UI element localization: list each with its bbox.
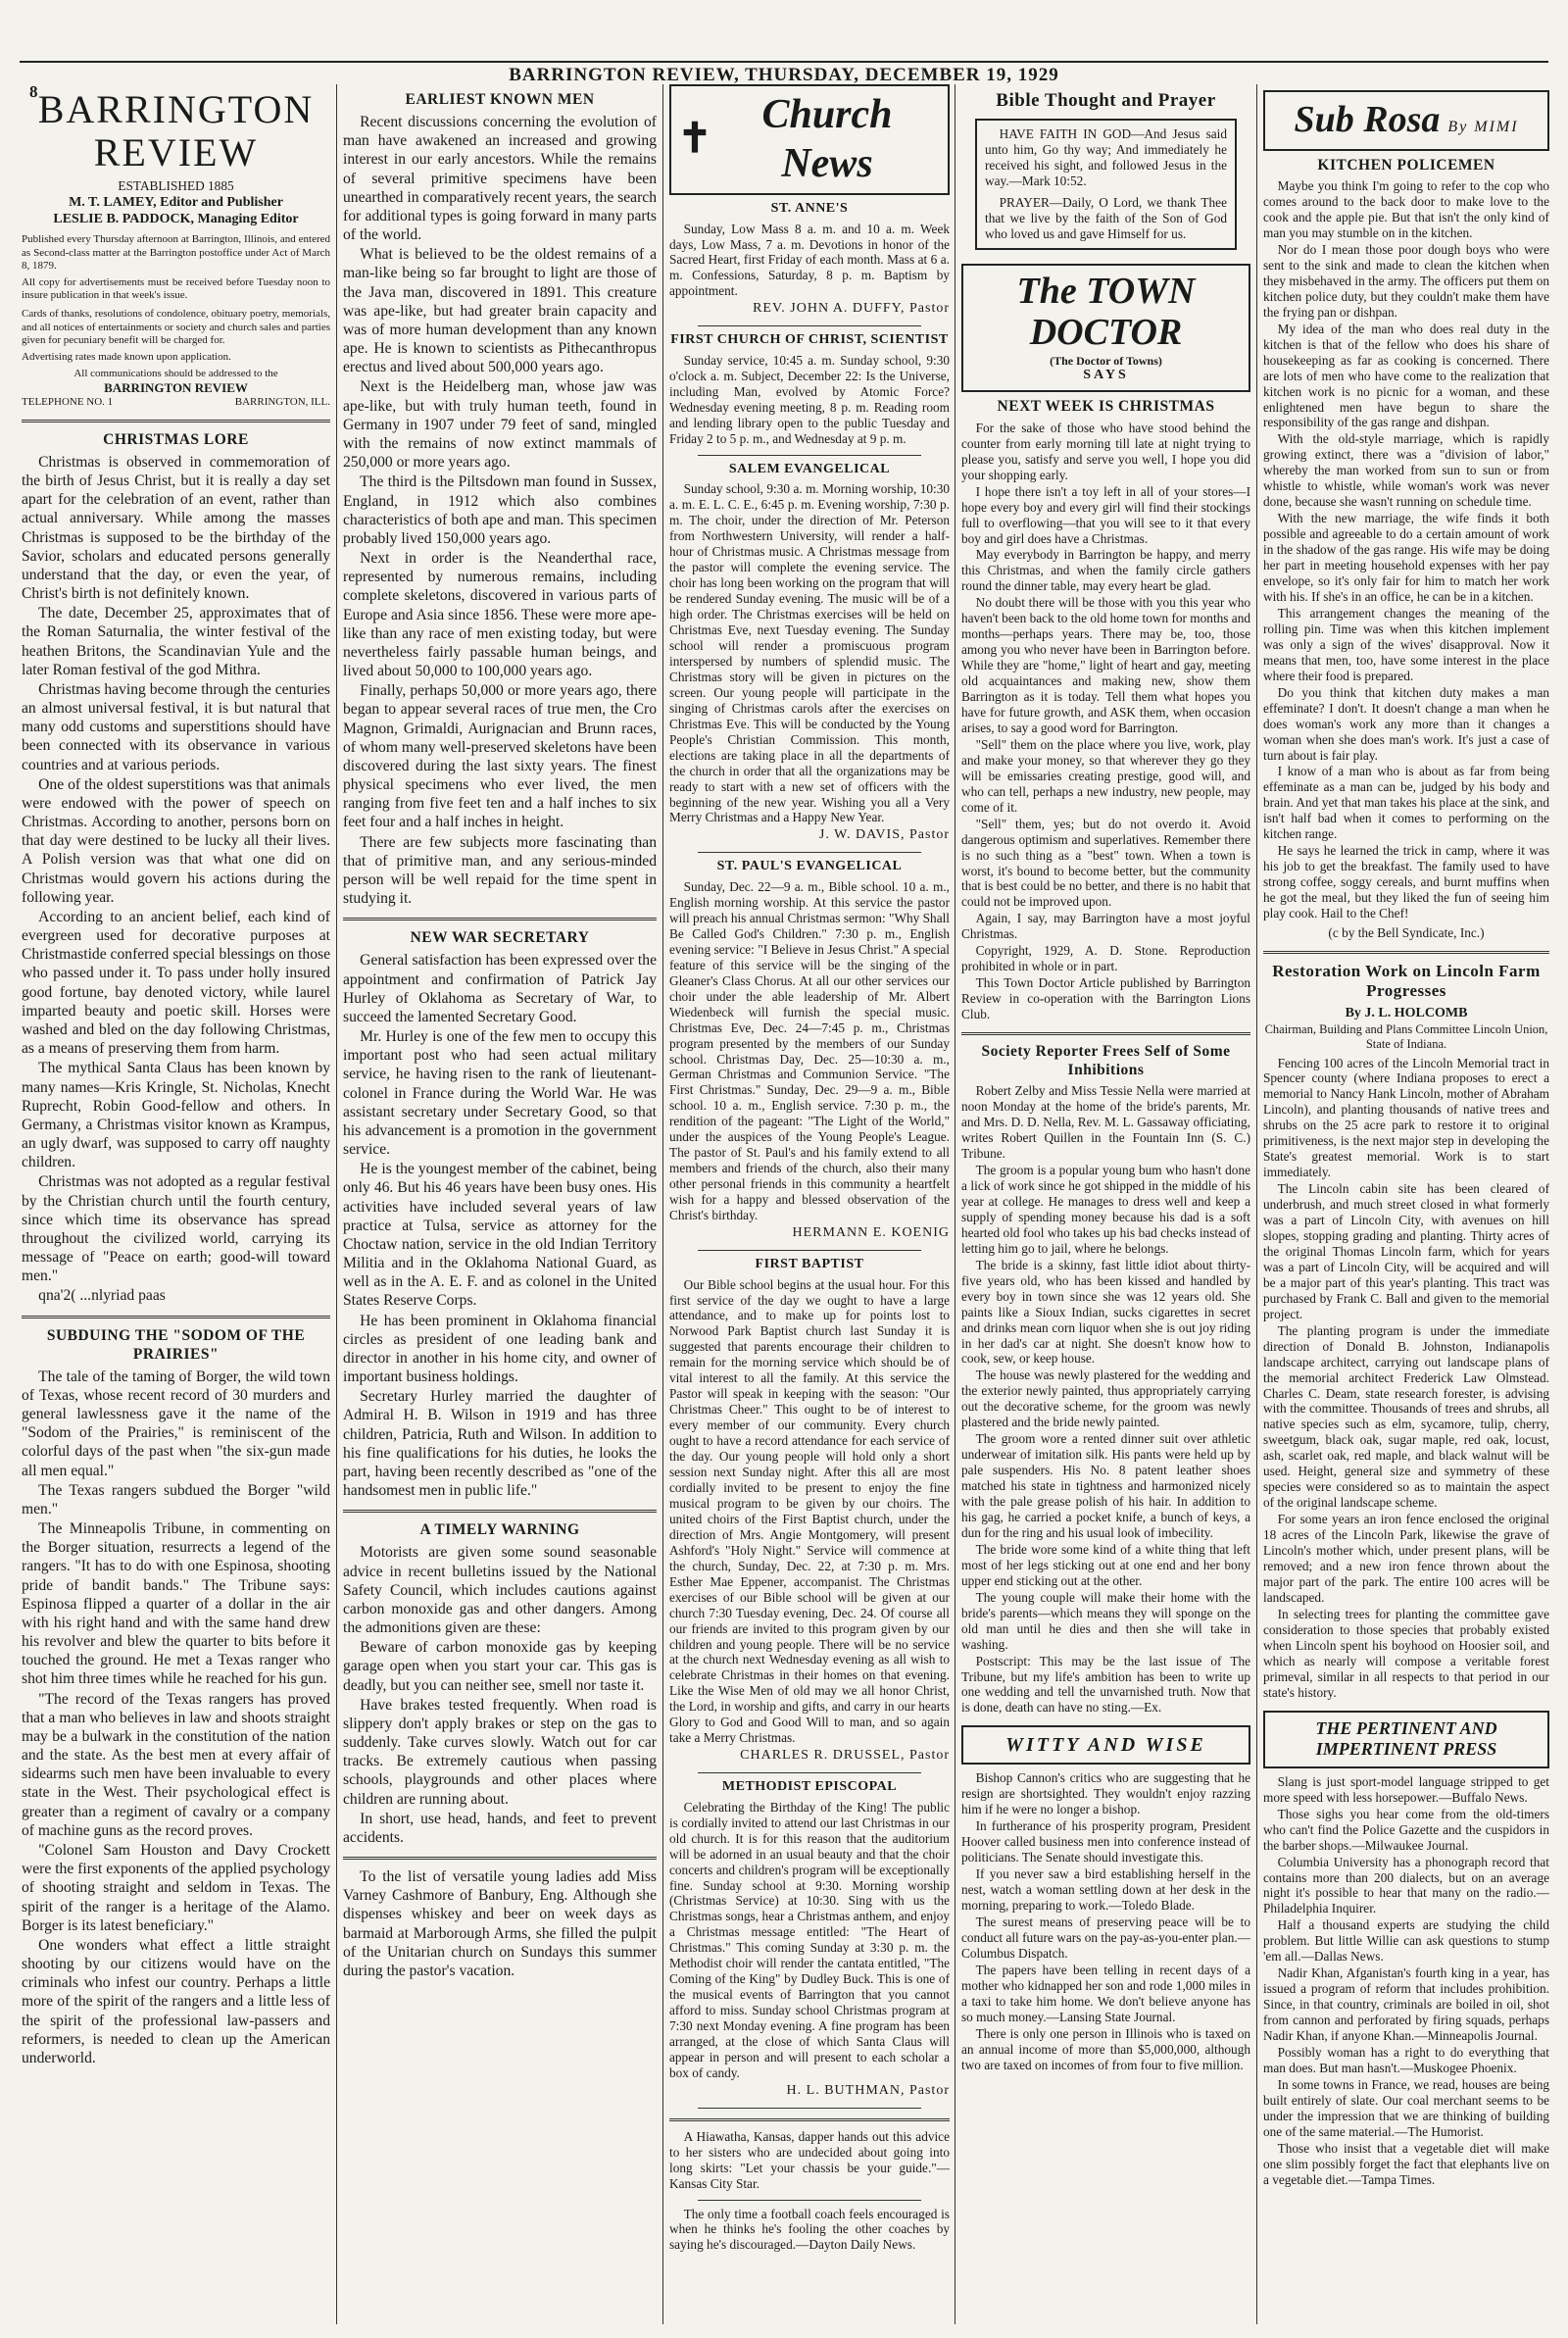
divider: [698, 1772, 922, 1773]
town-doctor-box: [961, 264, 1250, 392]
masthead-rates-note: Advertising rates made known upon application.: [22, 350, 231, 363]
church-section-text: Sunday service, 10:45 a. m. Sunday school, 9:30 o'clock a. m. Subject, December 22: Is the Universe, including Man, evolved by Atomic Force? Wednesday evening meeting, 8 p. m. Reading room and lending library open to the public Tuesday and Friday 2 to 5 p. m., and Wednesday at 9 p. m.: [669, 352, 950, 446]
masthead-comm-name: BARRINGTON REVIEW: [104, 380, 248, 396]
paragraph: For the sake of those who have stood behind the counter from early morning till late at night trying to please you, satisfy and serve you well, I hope you did your shopping early.: [961, 420, 1250, 482]
divider: [698, 325, 922, 326]
paragraph: Those sighs you hear come from the old-timers who can't find the Police Gazette and the cuspidors in the barber shops.—Milwaukee Journal.: [1263, 1806, 1549, 1853]
masthead-copy-note: All copy for advertisements must be received before Tuesday noon to insure publication in that week's issue.: [22, 275, 330, 302]
town-doctor-headline: NEXT WEEK IS CHRISTMAS: [997, 398, 1215, 416]
sodom-title: SUBDUING THE "SODOM OF THE PRAIRIES": [46, 1326, 306, 1363]
paragraph: The Texas rangers subdued the Borger "wild men.": [22, 1481, 330, 1517]
divider: [343, 918, 657, 920]
war-secretary-body: [343, 951, 657, 1500]
paragraph: I know of a man who is about as far from being effeminate as a man can be, judged by his body and brain. And yet that man takes his place at the sink, and isn't half bad when it comes to performing on the kitchen range.: [1263, 764, 1549, 842]
paragraph: Do you think that kitchen duty makes a man effeminate? I don't. It doesn't change a man when he does woman's work any more than it changes a woman when she does man's work. It's just a case of turn about is fair play.: [1263, 684, 1549, 763]
society-title: Society Reporter Frees Self of Some Inhibitions: [981, 1043, 1231, 1078]
paragraph: Fencing 100 acres of the Lincoln Memorial tract in Spencer county (where Indiana proposes to erect a memorial to Nancy Hank Lincoln, mother of Abraham Lincoln), and planting thousands of native trees and shrubs on the 25 acre park to restore it to original primitiveness, is the next major step in developing the State's greatest memorial. Work is to start immediately.: [1263, 1055, 1549, 1180]
witty-box: [961, 1725, 1250, 1765]
sub-rosa-title: Sub Rosa: [1294, 99, 1441, 140]
witty-body: [961, 1770, 1250, 2072]
paragraph: The papers have been telling in recent days of a mother who kidnapped her son and rode 1,000 miles in a taxi to take him home. We don't believe anyone has so much money.—Lansing State Journal.: [961, 1962, 1250, 2024]
christmas-lore-body: [22, 453, 330, 1306]
sub-rosa-box: [1263, 90, 1549, 151]
paragraph: He says he learned the trick in camp, where it was his job to get the breakfast. The family used to have strong coffee, soggy cereals, and burnt muffins when he got the meal, but they liked the fun of seeing him play cook. Hail to the Chef!: [1263, 843, 1549, 921]
masthead-title: BARRINGTON REVIEW: [37, 87, 315, 174]
sub-rosa-body: [1263, 178, 1549, 921]
paragraph: The tale of the taming of Borger, the wild town of Texas, whose recent record of 30 murders and general lawlessness gave it the name of the "Sodom of the Prairies," is reminiscent of the colorful days of the past when "the six-gun made all men equal.": [22, 1368, 330, 1479]
paragraph: Beware of carbon monoxide gas by keeping garage open when you start your car. This gas is deadly, but you can neither see, smell nor taste it.: [343, 1639, 657, 1694]
town-doctor-says: SAYS: [1083, 368, 1129, 383]
church-section-title: ST. ANNE'S: [770, 200, 849, 216]
paragraph: Possibly woman has a right to do everything that man does. But man hasn't.—Muskogee Phoenix.: [1263, 2044, 1549, 2075]
masthead-managing-editor: LESLIE B. PADDOCK, Managing Editor: [53, 212, 299, 227]
column-rule: [662, 84, 663, 2324]
paragraph: Motorists are given some sound seasonable advice in recent bulletins issued by the National Safety Council, which includes cautions against carbon monoxide gas and other dangers. Among the admonitions given are these:: [343, 1544, 657, 1637]
column-5: [1263, 84, 1549, 2324]
sub-rosa-syndicate: (c by the Bell Syndicate, Inc.): [1328, 924, 1485, 940]
bible-prayer: PRAYER—Daily, O Lord, we thank Thee that we live by the faith of the Son of God who loved us and gave Himself for us.: [985, 194, 1227, 241]
paragraph: My idea of the man who does real duty in the kitchen is that of the fellow who does his share of housekeeping as far as cooking is concerned. There are lots of men who have come to the realization that kitchen work is no picnic for a woman, and these enlightened men have begun to share the responsibility of the gas range and dishpan.: [1263, 321, 1549, 430]
column-rule: [336, 84, 337, 2324]
paragraph: In short, use head, hands, and feet to prevent accidents.: [343, 1810, 657, 1846]
paragraph: There is only one person in Illinois who is taxed on an annual income of more than $5,000,000, although two are taxed on incomes of from four to five million.: [961, 2025, 1250, 2072]
paragraph: Finally, perhaps 50,000 or more years ago, there began to appear several races of true men, the Cro Magnon, Grimaldi, Aurignacian and Brunn races, of whom many well-preserved skeletons have been discovered during the last sixty years. The finest physical specimens who ever lived, the men ranging from five feet ten and a half inches to six feet four and a half inches in height.: [343, 682, 657, 831]
divider: [698, 1250, 922, 1251]
church-section-title: SALEM EVANGELICAL: [728, 461, 891, 476]
paragraph: One wonders what effect a little straight shooting by our citizens would have on the criminals who infest our country. Perhaps a little more of the spirit of the rangers and a little less of the spirit of the professional law-passers and reformers, is needed to clean up the American underworld.: [22, 1936, 330, 2066]
column-4: [961, 84, 1250, 2324]
lincoln-title: Restoration Work on Lincoln Farm Progresses: [1272, 961, 1541, 1001]
town-doctor-copyright: Copyright, 1929, A. D. Stone. Reproduction prohibited in whole or in part.: [961, 943, 1250, 974]
paragraph: There are few subjects more fascinating than that of primitive man, and any serious-minded person will be well repaid for the time spent in studying it.: [343, 833, 657, 908]
divider: [22, 420, 330, 423]
church-section-signature: HERMANN E. KOENIG: [792, 1224, 950, 1240]
masthead-comm-note: All communications should be addressed to the: [74, 368, 278, 380]
paragraph: If you never saw a bird establishing herself in the nest, watch a woman settling down at her desk in the morning, preparing to work.—Toledo Blade.: [961, 1866, 1250, 1913]
paragraph: In furtherance of his prosperity program, President Hoover called business men into conference instead of politicians. The Senate should investigate this.: [961, 1818, 1250, 1865]
paragraph: General satisfaction has been expressed over the appointment and confirmation of Patrick Jay Hurley of Oklahoma as Secretary of War, to succeed the lamented Secretary Good.: [343, 952, 657, 1025]
bible-verse: HAVE FAITH IN GOD—And Jesus said unto him, Go thy way; And immediately he received his sight, and followed Jesus in the way.—Mark 10:52.: [985, 125, 1227, 188]
paragraph: With the new marriage, the wife finds it both possible and agreeable to do a certain amount of work in the shadow of the gas range. His wife may be doing her part in meeting household expenses with her pay envelope, so it's only fair for him to match her work with his. If she's in an office, he can be in a kitchen.: [1263, 511, 1549, 604]
masthead-editor: M. T. LAMEY, Editor and Publisher: [69, 194, 283, 210]
lincoln-role: Chairman, Building and Plans Committee Lincoln Union, State of Indiana.: [1264, 1021, 1548, 1051]
column-2: [343, 84, 657, 2324]
church-section-text: Sunday school, 9:30 a. m. Morning worship, 10:30 a. m. E. L. C. E., 6:45 p. m. Evening worship, 7:30 p. m. The choir, under the direction of Mr. Peterson from Northwestern University, will render a half-hour of Christmas music. A Christmas message from the pastor will complete the evening service. The choir has long been working on the program that will be rendered Sunday evening. The music will be of a high order. The Christmas exercises will be held on Christmas Eve, next Tuesday evening. The Sunday school will render a promiscuous program interspersed by numbers of splendid music. The Christmas story will be given in pictures on the screen. Our young people will participate in the singing of Christmas carols after the exercises on Christmas Eve. This will be conducted by the Young People's Christian Commission. This month, elections are taking place in all the departments of the church in order that all the organizations may be ready to start with a new set of officers with the beginning of the new year. Wishing you all a Very Merry Christmas and a Happy New Year.: [669, 481, 950, 825]
masthead-city: BARRINGTON, ILL.: [234, 396, 330, 409]
paragraph: The date, December 25, approximates that of the Roman Saturnalia, the winter festival of the heathen Britons, the Scandinavian Yule and the later Roman festival of the god Mithra.: [22, 605, 330, 678]
paragraph: Nor do I mean those poor dough boys who were sent to the sink and made to clean the kitchen when they misbehaved in the army. The officers put them on kitchen police duty, but they couldn't make them have the frying pan or dishpan.: [1263, 242, 1549, 320]
church-news-header: [669, 84, 950, 195]
column-3: [669, 84, 950, 2324]
church-section-title: FIRST CHURCH OF CHRIST, SCIENTIST: [670, 332, 949, 348]
paragraph: Next in order is the Neanderthal race, represented by numerous remains, including complete skeletons, discovered in various parts of Europe and Asia since 1856. These were more ape-like than any race of men existing today, but were nevertheless fairly passable human beings, and lived about 50,000 to 100,000 years ago.: [343, 550, 657, 680]
paragraph: Christmas was not adopted as a regular festival by the Christian church until the fourth century, since which time its observance has spread throughout the civilized world, carrying its message of "Peace on earth; good-will toward men.": [22, 1173, 330, 1285]
paragraph: Secretary Hurley married the daughter of Admiral H. B. Wilson in 1919 and has three children, Patricia, Ruth and Wilson. In addition to his fine qualifications for his duties, he looks the part, having been recently described as "one of the handsomest men in public life.": [343, 1388, 657, 1500]
church-section-text: Our Bible school begins at the usual hour. For this first service of the day we ought to have a large attendance, and to make up for points lost to Norwood Park Baptist church last Sunday it is suggested that parents encourage their children to remain for the morning service which should be of vital interest to all the family. At this service the Pastor will speak in keeping with the season: "Our Christmas Cheer." This ought to be of interest to every member of our community. Every church ought to have a record attendance for each service of the day. Our young people will hold only a short session next Sunday night. After this all are most cordially invited to be present to enjoy the fine musical program to be given by our choirs. The united choirs of the First Baptist church, under the direction of Mrs. Angie Montgomery, will present Ashford's "Holy Night." Service will commence at the church, Sunday, Dec. 22, at 7:30 p. m. Mrs. Esther Mae Eppener, accompanist. The Christmas exercises of our Bible school will be given at our church 7:30 Tuesday evening, Dec. 24. Of course all our friends are invited to this program given by our children and young people. There will be no service at the church next Wednesday evening as all wish to celebrate Christmas in their homes on that evening. Like the Wise Men of old may we all honor Christ, the Lord, in worship and gifts, and carry in our hearts Glory to God and Good Will to man, and so again take a Merry Christmas.: [669, 1276, 950, 1746]
timely-warning-title: A TIMELY WARNING: [419, 1521, 580, 1539]
church-section-title: METHODIST EPISCOPAL: [721, 1778, 898, 1794]
divider: [698, 455, 922, 456]
versatile-item: To the list of versatile young ladies add Miss Varney Cashmore of Banbury, Eng. Although she dispenses whiskey and beer on week days as barmaid at Marborough Arms, she filled the pulpit of the Unitarian church on Sundays this summer during the pastor's vacation.: [343, 1868, 657, 1979]
paragraph: The third is the Piltsdown man found in Sussex, England, in 1912 which also combines characteristics of both ape and man. This specimen probably lived 150,000 years ago.: [343, 473, 657, 547]
divider: [698, 852, 922, 853]
church-section-text: Sunday, Low Mass 8 a. m. and 10 a. m. Week days, Low Mass, 7 a. m. Devotions in honor of the Sacred Heart, first Friday of each month. Mass at 6 a. m. Confessions, Saturday, 8 p. m. Baptism by appointment.: [669, 221, 950, 299]
church-section-title: FIRST BAPTIST: [755, 1256, 864, 1271]
masthead-phone: TELEPHONE NO. 1: [22, 396, 114, 409]
paragraph: No doubt there will be those with you this year who haven't been back to the old home town for months and months—perhaps years. There may be, too, those among you who never have been in Barrington before. While they are "home," light of heart and gay, meeting old acquaintances and making new, show them Barrington as it is today. Tell them what hopes you have for future growth, and ASK them, when occasion arises, to say a good word for Barrington.: [961, 595, 1250, 735]
church-section-signature: J. W. DAVIS, Pastor: [818, 827, 950, 843]
paragraph: In selecting trees for planting the committee gave consideration to those species that probably existed when Lincoln spent his boyhood on Hoosier soil, and which as nearly will compose a veritable forest primeval, similar in all respects to that period in our state's history.: [1263, 1606, 1549, 1700]
divider: [1263, 951, 1549, 954]
paragraph: The Minneapolis Tribune, in commenting on the Borger situation, resurrects a legend of the rangers. "It has to do with one Espinosa, shooting pride of bandit bands." The Tribune says: Espinosa flipped a quarter of a dollar in the air with his right hand and with the same hand drew his revolver and blew the quarter to bits before it touched the ground. He met a Texas ranger who shot him three times while he reached for his gun.: [22, 1520, 330, 1688]
witty-title: WITTY AND WISE: [1005, 1734, 1206, 1757]
column-1: [22, 84, 330, 2324]
paragraph: The bride wore some kind of a white thing that left most of her legs sticking out at one end and her bony upper end sticking out at the other.: [961, 1541, 1250, 1588]
sub-rosa-headline: KITCHEN POLICEMEN: [1317, 156, 1495, 174]
paragraph: Maybe you think I'm going to refer to the cop who comes around to the back door to make love to the cook and the apple pie. But that isn't the only kind of man you may stumble on in the kitchen.: [1263, 178, 1549, 241]
divider: [22, 1316, 330, 1318]
church-section-signature: H. L. BUTHMAN, Pastor: [786, 2082, 950, 2098]
earliest-men-title: EARLIEST KNOWN MEN: [405, 91, 595, 108]
lincoln-byline: By J. L. HOLCOMB: [1345, 1005, 1468, 1020]
bible-box: [975, 119, 1237, 251]
town-doctor-published: This Town Doctor Article published by Barrington Review in co-operation with the Barrington Lions Club.: [961, 975, 1250, 1022]
paragraph: With the old-style marriage, which is rapidly growing extinct, there was a "division of labor," whereby the man worked from sun to sun or from whistle to whistle, while woman's work was never done, because she wasn't running on schedule time.: [1263, 431, 1549, 510]
church-section-text: Celebrating the Birthday of the King! The public is cordially invited to attend our last Christmas in our old church. It is for this reason that the auditorium will be adorned in an usual beauty and that the choir concerts and children's program will be exceptionally fine. Sunday school at 9:30. Morning worship (Christmas Service) at 10:30. Sing with us the Christmas songs, hear a Christmas anthem, and enjoy a Christmas message entitled: "The Heart of Christmas." This coming Sunday at 3:30 p. m. the Methodist choir will render the cantata entitled, "The Coming of the King" by Dudley Buck. This is one of the musical events of Barrington that you cannot afford to miss. Sunday school Christmas program at 7:30 next Monday evening. A fine program has been arranged, at the close of which Santa Claus will appear in person and will present to each scholar a box of candy.: [669, 1799, 950, 2080]
column-rule: [1256, 84, 1257, 2324]
pertinent-title: THE PERTINENT AND IMPERTINENT PRESS: [1315, 1717, 1497, 1760]
paragraph: "Sell" them, yes; but do not overdo it. Avoid dangerous optimism and superlatives. Remember there is no such thing as a "best" town. When a town is worst, it's bound to become better, but the community that is best could be no better, and there is no habit that could not be improved upon.: [961, 816, 1250, 910]
paragraph: May everybody in Barrington be happy, and merry this Christmas, and when the family circle gathers round the dinner table, may every heart be glad.: [961, 547, 1250, 594]
page-number: 8: [29, 82, 38, 101]
paragraph: Bishop Cannon's critics who are suggesting that he resign are shortsighted. They wouldn't enjoy razzing him if he were no longer a bishop.: [961, 1770, 1250, 1817]
running-head: BARRINGTON REVIEW, THURSDAY, DECEMBER 19, 1929: [509, 65, 1059, 85]
divider: [343, 1510, 657, 1513]
divider: [698, 2108, 922, 2109]
paragraph: Christmas having become through the centuries an almost universal festival, it is but natural that many odd customs and superstitions should have been connected with its observance in various countries and at various periods.: [22, 680, 330, 773]
paragraph: The bride is a skinny, fast little idiot about thirty-five years old, who has been kissed and handled by every boy in town since she was 12 years old. She paints like a Sioux Indian, sucks cigarettes in secret and drinks mean corn liquor when she is out joy riding in her dad's car at night. She doesn't know how to cook, sew, or keep house.: [961, 1257, 1250, 1367]
paragraph: "The record of the Texas rangers has proved that a man who believes in law and shoots straight may be a bulwark in the constitution of the nation and the state. As the best men at every affair of sidearms such men have been invaluable to every state in the West. Their psychological effect is greater than a regiment of cavalry or a company of machine guns as the record proves.: [22, 1690, 330, 1839]
column-rule: [955, 84, 956, 2324]
church-section-title: ST. PAUL'S EVANGELICAL: [716, 859, 903, 874]
church-sections: [669, 201, 950, 2109]
paragraph: For some years an iron fence enclosed the original 18 acres of the Lincoln Park, likewise the grave of Lincoln's mother which, under present plans, will be removed; and a new iron fence thrown about the major part of the park. The entire 100 acres will be landscaped.: [1263, 1512, 1549, 1605]
masthead-contact: [22, 396, 330, 410]
paragraph: The groom wore a rented dinner suit over athletic underwear of imitation silk. His pants were held up by pale suspenders. His No. 8 patent leather shoes matched his state in tightness and harmonized nicely with the pale grease polish of his hair. In addition to his gag, he carried a pocket knife, a bunch of keys, a dun for the ring and his usual look of imbecility.: [961, 1431, 1250, 1540]
paragraph: Next is the Heidelberg man, whose jaw was ape-like, but with truly human teeth, found in Germany in 1907 under 79 feet of sand, mingled with the remains of now extinct mammals of 250,000 or more years ago.: [343, 378, 657, 472]
cross-icon: ✝: [677, 117, 712, 163]
football-item: The only time a football coach feels encouraged is when he thinks he's fooling the other coaches by saying he's discouraged.—Dayton Daily News.: [669, 2206, 950, 2253]
paragraph: One of the oldest superstitions was that animals were endowed with the power of speech on Christmas. According to another, persons born on that day were destined to be lucky all their lives. A Polish version was that what one did on Christmas would govern his actions during the following year.: [22, 775, 330, 906]
paragraph: The Lincoln cabin site has been cleared of underbrush, and much street closed in what formerly was a part of Lincoln City, with avenues on hill slopes, stopping grading and planting. Thirty acres of the original Thomas Lincoln farm, which for years was a part of Lincoln City, will be acquired and will be a major part of this year's planting. This tract was purchased by Frank C. Ball and given to the memorial project.: [1263, 1181, 1549, 1321]
paragraph: "Colonel Sam Houston and Davy Crockett were the first exponents of the applied psychology of shooting straight and seldom in Texas. The spirit of the ranger is a heritage of the Alamo. Borger is its latest beneficiary.": [22, 1841, 330, 1934]
paragraph: Slang is just sport-model language stripped to get more speed with less horsepower.—Buffalo News.: [1263, 1773, 1549, 1805]
paragraph: The groom is a popular young bum who hasn't done a lick of work since he got shipped in the middle of his year at college. He manages to dress well and keep a supply of spending money because his dad is a soft hearted old fool who takes up his bad checks instead of letting him go to jail, where he belongs.: [961, 1163, 1250, 1256]
church-section-text: Sunday, Dec. 22—9 a. m., Bible school. 10 a. m., English morning worship. At this service the pastor will preach his annual Christmas sermon: "Why Shall Be Called God's Children." 7:30 p. m., English evening service: "I Believe in Jesus Christ." A special feature of this service will be the singing of the Gleaner's Class Chorus. At all our other services our choir under the able leadership of Mr. Albert Wiedenbeck will furnish the special music. Christmas Eve, Dec. 24—7:45 p. m., Christmas program presented by the members of our Sunday school. Christmas Day, Dec. 25—10:30 a. m., German Christmas and Communion Service. "The First Christmas." Sunday, Dec. 29—9 a. m., Bible school. 10 a. m., English service. 7:30 p. m., the rendition of the pageant: "The Light of the World," under the auspices of the Young People's League. The pastor of St. Paul's and his family extend to all members and friends of the church, also their many other personal friends in this community a heartfelt wish for a happy and blessed observation of the Christ's birthday.: [669, 879, 950, 1223]
hiawatha-item: A Hiawatha, Kansas, dapper hands out this advice to her sisters who are undecided about going into long skirts: "Let your chassis be your guide."—Kansas City Star.: [669, 2128, 950, 2191]
sodom-body: [22, 1368, 330, 2067]
masthead-pub-note: Published every Thursday afternoon at Barrington, Illinois, and entered as Second-class matter at the Barrington postoffice under Act of March 8, 1879.: [22, 233, 330, 272]
paragraph: According to an ancient belief, each kind of evergreen used for decorative purposes at Christmastide conferred special blessings on those who passed under it. To pass under holly insured good fortune, bay denoted victory, while laurel imparted beauty and poetic skill. Horses were washed and bled on the day following Christmas, as a means of preserving them from harm.: [22, 908, 330, 1058]
paragraph: What is believed to be the oldest remains of a man-like being so far brought to light are those of the Java man, discovered in 1891. This creature was ape-like, but had greater brain capacity and was of more human development than any known ape. He is known to scientists as Pithecanthropus erectus and lived about 500,000 years ago.: [343, 246, 657, 376]
earliest-men-body: [343, 113, 657, 908]
paragraph: qna'2( ...nlyriad paas: [38, 1287, 166, 1305]
paragraph: The mythical Santa Claus has been known by many names—Kris Kringle, St. Nicholas, Knecht Ruprecht, Robin Good-fellow and others. In Germany, a Christmas visitor known as Krampus, an ugly dwarf, was supposed to carry off naughty children.: [22, 1060, 330, 1171]
paragraph: Those who insist that a vegetable diet will make one slim possibly forget the fact that elephants live on a vegetable diet.—Tampa Times.: [1263, 2140, 1549, 2187]
paragraph: Columbia University has a phonograph record that contains more than 200 dialects, but on an average night it's possible to hear that many on the radio.—Philadelphia Inquirer.: [1263, 1854, 1549, 1916]
paragraph: The surest means of preserving peace will be to conduct all future wars on the pay-as-you-enter plan.—Columbus Dispatch.: [961, 1914, 1250, 1961]
paragraph: He is the youngest member of the cabinet, being only 46. But his 46 years have been busy ones. His activities have included several years of law practice at Tulsa, service as attorney for the Choctaw nation, service in the old Indian Territory Militia and in the Oklahoma National Guard, as well as in the A. E. F. and as colonel in the United States Reserve Corps.: [343, 1161, 657, 1310]
divider: [343, 1857, 657, 1860]
masthead-rule: [20, 61, 1548, 63]
town-doctor-title: The TOWN DOCTOR: [1016, 271, 1196, 354]
war-secretary-title: NEW WAR SECRETARY: [410, 929, 590, 947]
paragraph: Have brakes tested frequently. When road is slippery don't apply brakes or step on the gas to suddenly. Take curves slowly. Watch out for car tracks. Be extremely cautious when passing schools, playgrounds and other places where children are running about.: [343, 1696, 657, 1808]
sub-rosa-byline: By MIMI: [1447, 119, 1519, 135]
paragraph: Mr. Hurley is one of the few men to occupy this important post who had seen actual military service, he having risen to the rank of lieutenant-colonel in France during the World War. He was assistant secretary under Secretary Good, so that his advancement is a promotion in the government service.: [343, 1028, 657, 1159]
pertinent-body: [1263, 1774, 1549, 2188]
paragraph: "Sell" them on the place where you live, work, play and make your money, so that wherever they go they will be emissaries creating prestige, good will, and who can tell, perhaps a new industry, new people, may come of it.: [961, 736, 1250, 815]
divider: [669, 2118, 950, 2121]
society-body: [961, 1083, 1250, 1716]
paragraph: This arrangement changes the meaning of the rolling pin. Time was when this kitchen implement was only a sign of the wives' disapproval. Now it means that men, too, have some interest in the place where their food is prepared.: [1263, 605, 1549, 683]
paragraph: He has been prominent in Oklahoma financial circles as president of one leading bank and director in another in his home city, and owner of important business holdings.: [343, 1312, 657, 1386]
paragraph: Robert Zelby and Miss Tessie Nella were married at noon Monday at the home of the bride's parents, Mr. and Mrs. D. D. Nella, Rev. M. L. Gassaway officiating, writes Robert Quillen in the Fountain Inn (S. C.) Tribune.: [961, 1083, 1250, 1162]
masthead-established: ESTABLISHED 1885: [118, 178, 234, 193]
paragraph: Half a thousand experts are studying the child problem. But little Willie can ask questions to stump 'em all.—Dallas News.: [1263, 1917, 1549, 1965]
paragraph: The young couple will make their home with the bride's parents—which means they will sponge on the old man until he dies and then she will take in washing.: [961, 1589, 1250, 1652]
christmas-lore-title: CHRISTMAS LORE: [103, 430, 249, 448]
church-section-signature: CHARLES R. DRUSSEL, Pastor: [740, 1748, 950, 1764]
bible-title: Bible Thought and Prayer: [996, 90, 1216, 111]
paragraph: The planting program is under the immediate direction of Donald B. Johnston, Indianapolis landscape architect, carrying out landscape plans of the memorial architect Frederick Law Olmstead. Charles C. Deam, state research forester, is advising with the committee. Thousands of trees and shrubs, all native species such as elm, sycamore, tulip, cherry, sweetgum, black oak, sugar maple, red oak, locust, ash, scarlet oak, red maple, and black walnut will be used. Height, general size and symmetry of these species were considered so as to maintain the aspect of the original landscape scheme.: [1263, 1322, 1549, 1511]
pertinent-box: [1263, 1711, 1549, 1768]
divider: [961, 1032, 1250, 1035]
paragraph: Again, I say, may Barrington have a most joyful Christmas.: [961, 911, 1250, 942]
town-doctor-body: [961, 421, 1250, 942]
divider: [698, 2200, 922, 2201]
paragraph: Recent discussions concerning the evolution of man have awakened an increased and growing interest in our early ancestors. While the remains of several primitive specimens have been unearthed in comparatively recent years, the search for additional types is going forward in many parts of the world.: [343, 114, 657, 244]
paragraph: I hope there isn't a toy left in all of your stores—I hope every boy and every girl will find their stockings full to overflowing—that you will see to it that every boy and girl does have a Christmas.: [961, 483, 1250, 546]
paragraph: Nadir Khan, Afganistan's fourth king in a year, has issued a program of reform that includes prohibition. Since, in that country, criminals are boiled in oil, shot from cannon and perforated by firing squads, perhaps Nadir Khan, if anyone Khan.—Minneapolis Journal.: [1263, 1965, 1549, 2044]
timely-warning-body: [343, 1543, 657, 1847]
church-news-title: Church News: [761, 92, 893, 187]
lincoln-body: [1263, 1056, 1549, 1701]
masthead-cards-note: Cards of thanks, resolutions of condolence, obituary poetry, memorials, and all notices of entertainments or society and church sales and parties given for pecuniary benefit will be charged for.: [22, 308, 330, 346]
church-section-signature: REV. JOHN A. DUFFY, Pastor: [753, 301, 950, 317]
sub-rosa-header: [1273, 98, 1540, 143]
paragraph: In some towns in France, we read, houses are being built entirely of slate. Our coal merchant seems to be under the impression that we are thinking of building one of the same material.—The Humorist.: [1263, 2076, 1549, 2139]
town-doctor-subtitle: (The Doctor of Towns): [1050, 354, 1162, 369]
paragraph: The house was newly plastered for the wedding and the exterior newly painted, thus appropriately carrying out the decorative scheme, for the groom was newly plastered and the bride newly painted.: [961, 1368, 1250, 1430]
paragraph: Postscript: This may be the last issue of The Tribune, but my life's ambition has been to write up one wedding and tell the unvarnished truth. Now that is done, death can have no sting.—Ex.: [961, 1653, 1250, 1716]
paragraph: Christmas is observed in commemoration of the birth of Jesus Christ, but it is really a day set apart for the celebration of an event, rather than actual anniversary. While among the masses Christmas is supposed to be the birthday of the Savior, scholars and educated persons generally understand that the day, or even the year, of Christ's birth is not definitely known.: [22, 453, 330, 603]
